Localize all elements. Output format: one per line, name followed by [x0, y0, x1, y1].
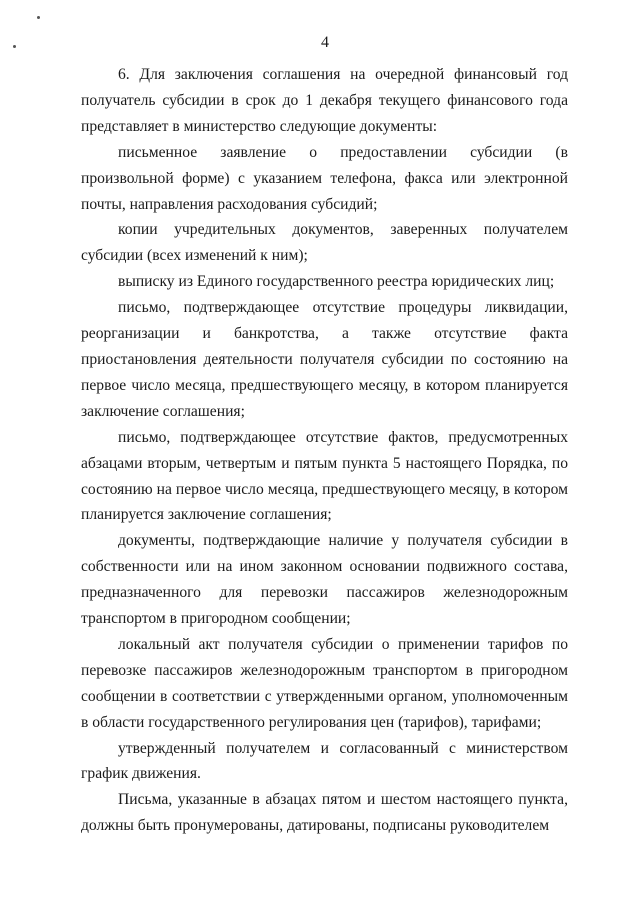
paragraph: выписку из Единого государственного реестра юридических лиц; [118, 273, 555, 291]
paragraph: Письма, указанные в абзацах пятом и шестом настоящего пункта, должны быть пронумерованы, датированы, подписаны руководителем [81, 791, 568, 835]
paragraph: 6. Для заключения соглашения на очередной финансовый год получатель субсидии в срок до 1 декабря текущего финансового года представляет в министерство следующие документы: [81, 66, 568, 135]
paragraph: документы, подтверждающие наличие у получателя субсидии в собственности или на ином законном основании подвижного состава, предназначенного для перевозки пассажиров железнодорожным транспортом в пригородном сообщении; [81, 532, 568, 628]
paragraph: локальный акт получателя субсидии о применении тарифов по перевозке пассажиров железнодорожным транспортом в пригородном сообщении в соответствии с утвержденными органом, уполномоченным в области государственного регулирования цен (тарифов), тарифами; [81, 635, 568, 731]
paragraph: письмо, подтверждающее отсутствие фактов, предусмотренных абзацами вторым, четвертым и пятым пункта 5 настоящего Порядка, по состоянию на первое число месяца, предшествующего месяцу, в котором планируется заключение соглашения; [81, 428, 568, 524]
document-body [81, 62, 568, 839]
page-number: 4 [321, 34, 329, 51]
paragraph: утвержденный получателем и согласованный с министерством график движения. [81, 739, 568, 783]
scan-mark [37, 16, 40, 19]
paragraph: письмо, подтверждающее отсутствие процедуры ликвидации, реорганизации и банкротства, а также отсутствие факта приостановления деятельности получателя субсидии по состоянию на первое число месяца, предшествующего месяцу, в котором планируется заключение соглашения; [81, 299, 568, 420]
paragraph: копии учредительных документов, заверенных получателем субсидии (всех изменений к ним); [81, 221, 568, 265]
paragraph: письменное заявление о предоставлении субсидии (в произвольной форме) с указанием телефона, факса или электронной почты, направления расходования субсидий; [81, 143, 568, 213]
